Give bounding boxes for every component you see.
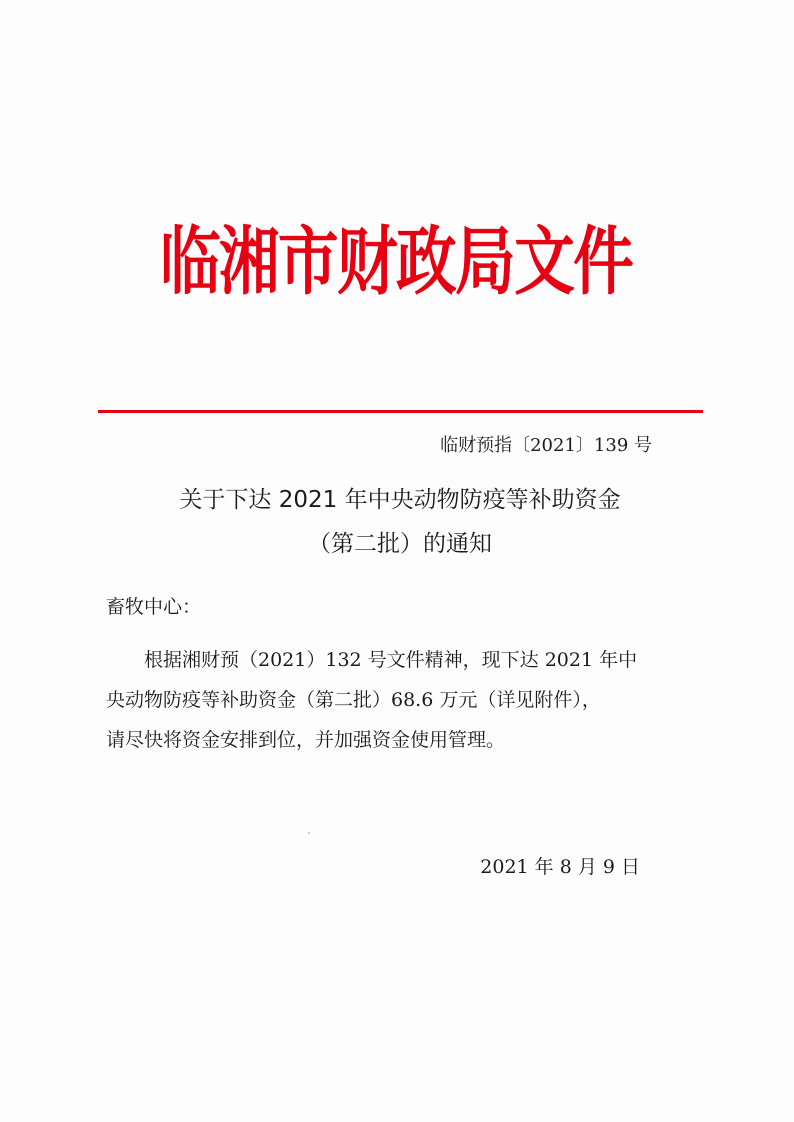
body-line-1: 根据湘财预（2021）132 号文件精神，现下达 2021 年中 <box>144 649 638 671</box>
red-separator-line <box>98 410 703 413</box>
document-number: 临财预指〔2021〕139 号 <box>440 435 652 456</box>
body-line-2: 央动物防疫等补助资金（第二批）68.6 万元（详见附件）， <box>106 689 601 711</box>
document-title <box>150 478 650 566</box>
recipient: 畜牧中心： <box>106 596 202 618</box>
scan-speck <box>308 832 310 834</box>
issuing-authority-header: 临湘市财政局文件 <box>159 219 633 305</box>
document-title-line-1: 关于下达 2021 年中央动物防疫等补助资金 <box>179 487 621 513</box>
document-title-line-2: （第二批）的通知 <box>308 531 492 557</box>
body-paragraph <box>106 640 666 760</box>
body-line-3: 请尽快将资金安排到位，并加强资金使用管理。 <box>106 729 506 751</box>
issue-date: 2021 年 8 月 9 日 <box>480 856 640 878</box>
